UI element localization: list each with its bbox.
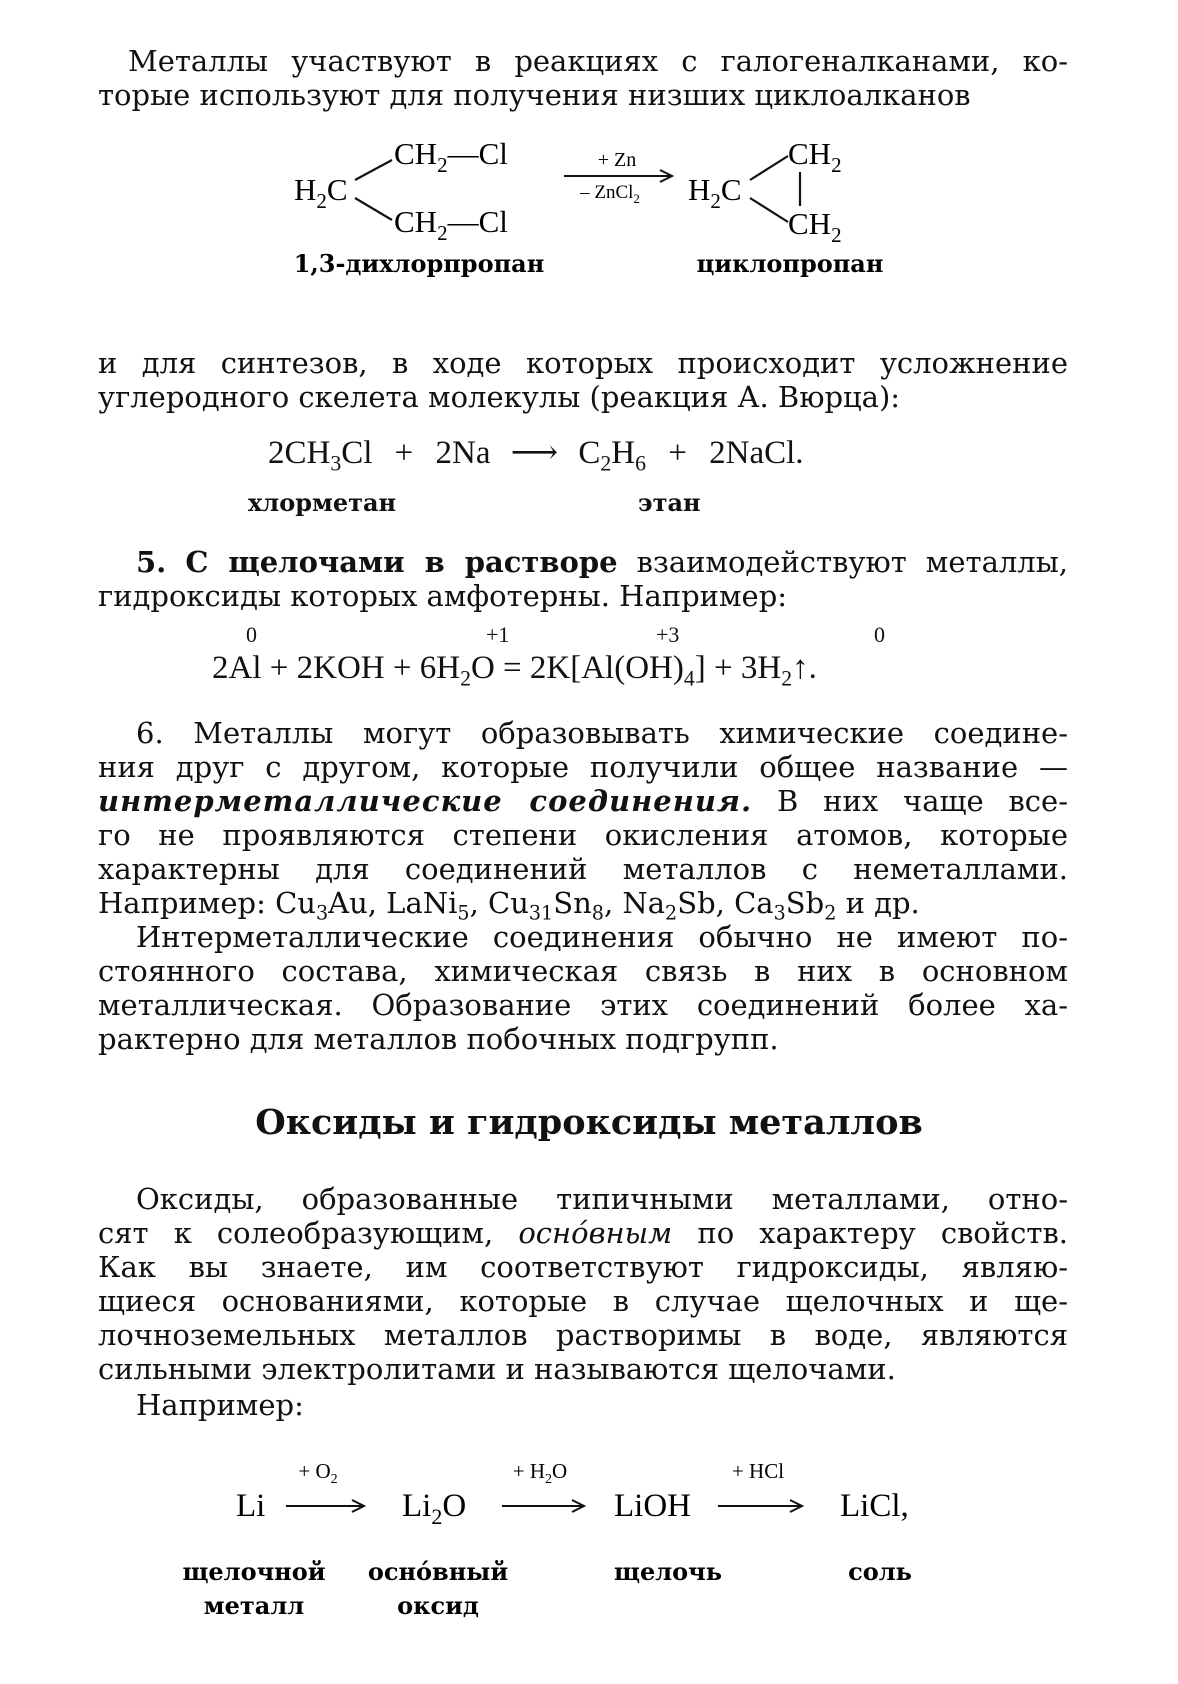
product-top-group: $CH_2$ [788, 136, 842, 177]
text-line: щиеся основаниями, которые в случае щелочных и ще- [98, 1284, 1068, 1318]
arrow-condition-o2: + $O_2$ [298, 1459, 338, 1487]
equation-wurtz [268, 432, 804, 476]
text-line: торые используют для получения низших циклоалканов [98, 78, 971, 112]
reactant-bottom-group: $CH_2—Cl$ [394, 204, 508, 245]
text-line: 6. Металлы могут образовывать химические соедине- [136, 716, 1068, 750]
text-line: углеродного скелета молекулы (реакция А. Вюрца): [98, 380, 901, 414]
oxidation-state-h-water: +1 [486, 622, 510, 647]
bond-line [355, 198, 392, 220]
text-line: Интерметаллические соединения обычно не имеют по- [136, 920, 1068, 954]
oxidation-state-h2: 0 [874, 622, 885, 647]
text-line: ния друг с другом, которые получили общее название — [98, 750, 1068, 784]
label-alkali-metal: щелочной [182, 1557, 326, 1586]
term-intermetallic: интерметаллические соединения. [98, 784, 753, 818]
text-line: металлическая. Образование этих соединений более ха- [98, 988, 1068, 1022]
product-ethane: $C_2H_6$ [578, 435, 646, 476]
label-basic-oxide-2: оксид [397, 1591, 479, 1620]
arrow-condition-hcl: + HCl [731, 1459, 785, 1483]
paragraph-item6 [98, 716, 1069, 925]
text-line: го не проявляются степени окисления атомов, которые [98, 818, 1068, 852]
text-line: Как вы знаете, им соответствуют гидроксиды, являю- [98, 1250, 1068, 1284]
bond-line [355, 160, 392, 180]
text-line: рактерно для металлов побочных подгрупп. [98, 1022, 779, 1056]
bond-line [750, 198, 788, 222]
paragraph-wurtz [98, 346, 1068, 414]
label-cyclopropane: циклопропан [696, 249, 884, 278]
species-li2o: $Li_2O$ [402, 1488, 467, 1529]
label-alkali: щелочь [613, 1557, 723, 1586]
reaction-lithium-chain [0, 1456, 1178, 1656]
text-line: гидроксиды которых амфотерны. Например: [98, 579, 788, 613]
text-line: интерметаллические соединения. В них чаще все- [98, 784, 1069, 818]
bond-line [750, 156, 788, 180]
label-alkali-metal-2: металл [203, 1591, 305, 1620]
product-bottom-group: $CH_2$ [788, 206, 842, 247]
species-lioh: LiOH [614, 1488, 691, 1524]
term-basic: осно́вным [518, 1216, 673, 1250]
text-line: 5. С щелочами в растворе взаимодействуют металлы, [136, 545, 1069, 579]
product-nacl: 2NaCl. [709, 435, 804, 471]
label-chloromethane: хлорметан [248, 488, 397, 517]
label-basic-oxide: осно́вный [367, 1557, 509, 1586]
label-ethane: этан [638, 488, 701, 517]
text-line: Например: $Cu_3Au$, LaNi$_5$, $Cu_{31}Sn_8$, $Na_2Sb$, $Ca_3Sb_2$ и др. [98, 886, 920, 925]
species-licl: LiCl, [840, 1488, 909, 1524]
text-line: Металлы участвуют в реакциях с галогеналканами, ко- [128, 44, 1068, 78]
reactant-top-group: $CH_2—Cl$ [394, 136, 508, 177]
text-line: сильными электролитами и называются щелочами. [98, 1352, 896, 1386]
arrow-condition-h2o: + $H_2O$ [512, 1459, 568, 1487]
label-salt: соль [848, 1557, 912, 1586]
text-line: характерны для соединений металлов с неметаллами. [98, 852, 1068, 886]
reactant-carbon: $H_2C$ [294, 172, 348, 213]
label-dichloropropane: 1,3-дихлорпропан [293, 249, 545, 278]
arrow-condition-top: + Zn [597, 149, 637, 171]
text-line: Например: [136, 1388, 304, 1422]
plus-sign: + [668, 435, 687, 471]
reaction-arrow: ⟶ [510, 435, 559, 471]
text-line: Оксиды, образованные типичными металлами, отно- [136, 1182, 1068, 1216]
product-carbon: $H_2C$ [688, 172, 742, 213]
reactant-sodium: 2Na [435, 435, 491, 471]
oxidation-state-al: 0 [246, 622, 257, 647]
text-line: и для синтезов, в ходе которых происходит усложнение [98, 346, 1068, 380]
text-line: лочноземельных металлов растворимы в воде, являются [98, 1318, 1068, 1352]
paragraph-intermetallic [98, 920, 1068, 1056]
paragraph-oxides [98, 1182, 1068, 1422]
oxidation-state-al-complex: +3 [656, 622, 680, 647]
species-li: Li [236, 1488, 266, 1524]
paragraph-item5 [98, 545, 1068, 613]
paragraph-intro [98, 44, 1068, 112]
reactant-chloromethane: $2CH_3Cl$ [268, 435, 373, 476]
plus-sign: + [394, 435, 414, 471]
text-line: сят к солеобразующим, осно́вным по характеру свойств. [98, 1216, 1069, 1250]
equation-aluminium: $2Al + 2KOH + 6H_2O = 2K[Al(OH)_4]$ + $3H_2↑$. [212, 650, 817, 691]
reaction-cyclopropane [0, 120, 1178, 290]
section-heading: Оксиды и гидроксиды металлов [255, 1102, 923, 1143]
arrow-condition-bottom: – ZnCl$_2$ [580, 182, 640, 206]
text-line: стоянного состава, химическая связь в них в основном [98, 954, 1068, 988]
